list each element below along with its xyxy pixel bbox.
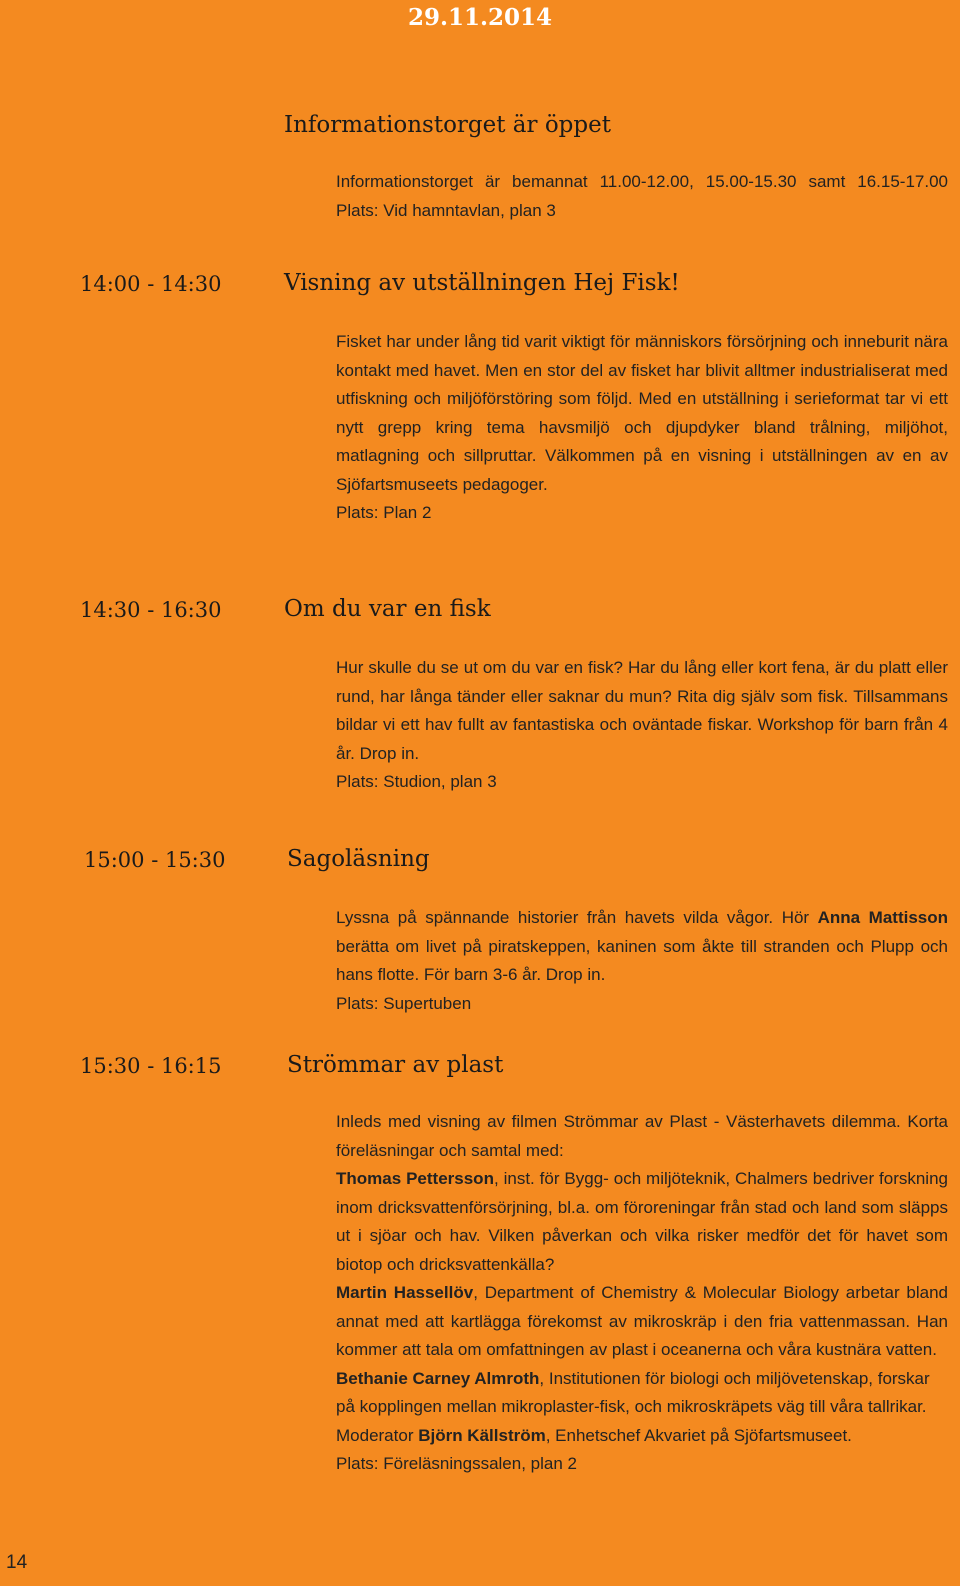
speaker-paragraph [336, 1365, 948, 1422]
speaker-name: Thomas Pettersson [336, 1169, 494, 1188]
event-place: Plats: Föreläsningssalen, plan 2 [336, 1454, 577, 1473]
event-place: Plats: Supertuben [336, 993, 472, 1013]
speaker-paragraph [336, 1165, 948, 1279]
event-time: 15:30 - 16:15 [80, 1054, 222, 1078]
page-number: 14 [6, 1552, 28, 1573]
event-paragraph: Informationstorget är bemannat 11.00-12.00, 15.00-15.30 samt 16.15-17.00 Plats: Vid hamntavlan, plan 3 [336, 172, 948, 220]
event-description [336, 328, 948, 528]
event-place: Plats: Studion, plan 3 [336, 772, 497, 791]
text-segment: Lyssna på spännande historier från havets vilda vågor. Hör [336, 908, 818, 927]
event-intro: Inleds med visning av filmen Strömmar av Plast - Västerhavets dilemma. Korta föreläsningar och samtal med: [336, 1112, 948, 1160]
event-paragraph: Fisket har under lång tid varit viktigt för människors försörjning och inneburit nära kontakt med havet. Men en stor del av fisket har blivit alltmer industrialiserat med utfiskning och miljöförstöring som följd. Med en utställning i serieformat tar vi ett nytt grepp kring tema havsmiljö och djupdyker bland trålning, miljöhot, matlagning och sillpruttar. Välkommen på en visning i utställningen av en av Sjöfartsmuseets pedagoger. [336, 332, 948, 494]
speaker-text: , Institutionen för biologi och miljövetenskap, forskar på kopplingen mellan mikroplaster-fisk, och mikroskräpets väg till våra tallrikar. [336, 1368, 930, 1416]
event-description [336, 1108, 948, 1479]
speaker-paragraph [336, 1279, 948, 1365]
event-time: 14:00 - 14:30 [80, 272, 222, 296]
event-time: 15:00 - 15:30 [84, 848, 226, 872]
event-paragraph: Hur skulle du se ut om du var en fisk? Har du lång eller kort fena, är du platt eller rund, har långa tänder eller saknar du mun? Rita dig själv som fisk. Tillsammans bildar vi ett hav fullt av fantastiska och oväntade fiskar. Workshop för barn från 4 år. Drop in. [336, 658, 948, 763]
event-description [336, 168, 948, 225]
moderator-name: Björn Källström [418, 1425, 546, 1445]
text-segment: , Enhetschef Akvariet på Sjöfartsmuseet. [545, 1425, 852, 1445]
person-name: Anna Mattisson [817, 908, 949, 927]
speaker-text: , inst. för Bygg- och miljöteknik, Chalmers bedriver forskning inom dricksvattenförsörjning, bl.a. om föroreningar från stad och land som släpps ut i sjöar och hav. Vilken påverkan och vilka risker medför det för havet som biotop och dricksvattenkälla? [336, 1169, 948, 1274]
event-place: Plats: Plan 2 [336, 503, 432, 522]
event-description [336, 904, 948, 1018]
event-title: Sagoläsning [287, 846, 430, 872]
event-title: Visning av utställningen Hej Fisk! [284, 270, 680, 296]
moderator-paragraph [336, 1422, 948, 1451]
page-date: 29.11.2014 [407, 4, 553, 31]
speaker-text: , Department of Chemistry & Molecular Biology arbetar bland annat med att kartlägga förekomst av mikroskräp i den fria vattenmassan. Han kommer att tala om omfattningen av plast i oceanerna och våra kustnära vatten. [336, 1283, 949, 1359]
event-title: Informationstorget är öppet [284, 112, 611, 138]
event-title: Om du var en fisk [284, 596, 491, 622]
speaker-name: Bethanie Carney Almroth [336, 1368, 540, 1388]
event-time: 14:30 - 16:30 [80, 598, 222, 622]
event-paragraph [336, 904, 948, 990]
text-segment: Moderator [336, 1425, 419, 1445]
text-segment: berätta om livet på piratskeppen, kaninen som åkte till stranden och Plupp och hans flotte. För barn 3-6 år. Drop in. [336, 936, 948, 984]
event-description [336, 654, 948, 797]
event-title: Strömmar av plast [287, 1052, 504, 1078]
speaker-name: Martin Hassellöv [336, 1283, 474, 1302]
